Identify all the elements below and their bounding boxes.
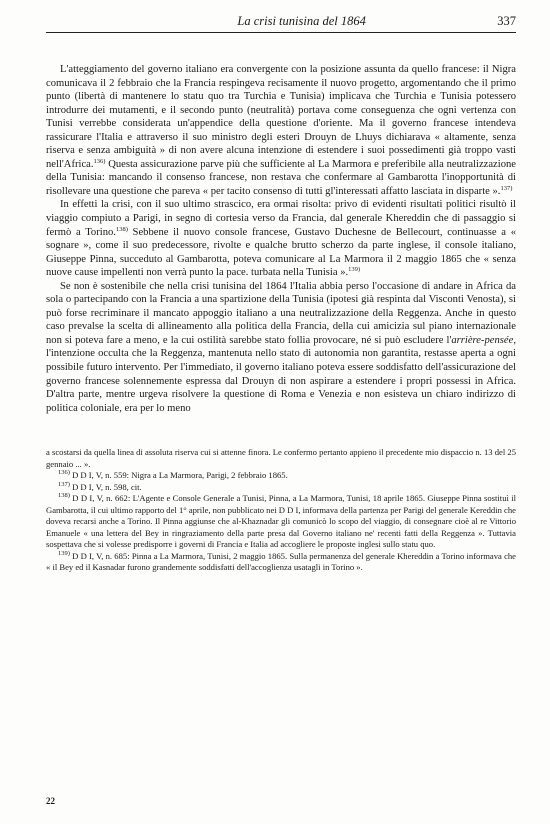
footnotes <box>46 447 516 574</box>
main-text <box>46 63 516 415</box>
paragraph-2-text-2: Sebbene il nuovo console francese, Gustavo Duchesne de Bellecourt, continuasse a « sognare », come il suo predecessore, rivolte e qualche brutto scherzo da parte inglese, il console italiano, Giuseppe Pinna, succeduto al Gambarotta, poteva comunicare al La Marmora il 2 maggio 1865 che « senza nuove cause impellenti non verrà punto la pace. turbata nella Tunisia ». <box>46 226 517 279</box>
footnote-text: D D I, V, n. 662: L'Agente e Console Generale a Tunisi, Pinna, a La Marmora, Tunisi, 18 aprile 1865. Giuseppe Pinna sostituì il Gambarotta, il cui ultimo rapporto del 1° aprile, non pubblicato nei D D I, informava della partenza per Parigi del generale Kereddin che doveva recarsi anche a Torino. Il Pinna aggiunse che al-Khaznadar gli comunicò lo scopo del viaggio, di consegnare cioè al re Vittorio Emanuele « una lettera del Bey in ringraziamento della parte presa dal Governo italiano ne' recenti fatti della Reggenza ». Tuttavia sospettava che si volesse predisporre i governi di Francia e Italia ad accogliere le proposte inglesi sullo statu quo. <box>46 493 516 550</box>
paragraph-1 <box>46 63 516 198</box>
footnote-137 <box>46 482 516 494</box>
footnote-number: 136) <box>58 469 70 477</box>
running-header <box>46 14 516 33</box>
footnote-ref-136: 136) <box>93 157 106 165</box>
page-number: 337 <box>497 14 516 28</box>
paragraph-2-text: In effetti la crisi, con il suo ultimo strascico, era ormai risolta: privo di evidenti risultati politici risultò il viaggio compiuto a Parigi, in segno di cortesia verso da Francia, dal generale Khereddin che di passaggio si fermò a Torino. <box>46 199 516 238</box>
footnote-number: 138) <box>58 492 70 500</box>
footnote-138 <box>46 493 516 551</box>
footnote-carryover: a scostarsi da quella linea di assoluta riserva cui si attenne finora. Le confermo pertanto appieno il precedente mio dispaccio n. 13 del 25 gennaio ... ». <box>46 447 516 469</box>
running-title: La crisi tunisina del 1864 <box>237 14 366 28</box>
paragraph-3-italic: arrière-pensée <box>451 334 514 346</box>
footnote-text: D D I, V, n. 685: Pinna a La Marmora, Tunisi, 2 maggio 1865. Sulla permanenza del generale Khereddin a Torino informava che « il Bey ed il Kasnadar furono grandemente soddisfatti dell'accoglienza usatagli in Torino ». <box>46 550 516 573</box>
footnote-text: D D I, V, n. 598, cit. <box>69 481 142 492</box>
footnote-number: 137) <box>58 480 70 488</box>
paragraph-3 <box>46 280 516 415</box>
footnote-139 <box>46 551 516 574</box>
footnote-ref-137: 137) <box>500 184 513 192</box>
footnote-ref-139: 139) <box>348 266 361 274</box>
footnote-number: 139) <box>58 549 70 557</box>
paragraph-3-text: Se non è sostenibile che nella crisi tunisina del 1864 l'Italia abbia perso l'occasione di andare in Africa da sola o partecipando con la Francia a una spartizione della Tunisia (ipotesi già respinta dal Visconti Venosta), si può forse recriminare il mancato appoggio italiano a una neutralizzazione della Reggenza. Anche in questo caso prevalse la scelta di allineamento alla politica della Francia, della cui amicizia sul piano internazionale non si poteva fare a meno, e la cui ostilità sarebbe stato follia provocare, né si può escludere l' <box>46 280 516 346</box>
paragraph-2 <box>46 198 516 279</box>
signature-mark: 22 <box>46 796 55 806</box>
page <box>46 14 516 574</box>
paragraph-1-text: L'atteggiamento del governo italiano era convergente con la posizione assunta da quello francese: il Nigra comunicava il 2 febbraio che la Francia respingeva recisamente il nuovo progetto, argomentando che il primo punto (libertà di mantenere lo statu quo tra Turchia e Tunisia) implicava che Turchia e Tunisia potessero introdurre dei mutamenti, e il secondo punto (neutralità) portava come conseguenza che ogni vertenza con Tunisi verrebbe considerata un'appendice della questione d'oriente. Ma il governo francese intendeva rassicurare l'Italia e attraverso il suo ministro degli esteri Drouyn de Lhuys dichiarava « altamente, senza riserva e senza ambiguità » di non avere alcuna intenzione di estendere i suoi possedimenti già troppo vasti nell'Africa. <box>46 64 516 170</box>
footnote-136 <box>46 470 516 482</box>
paragraph-1-text-2: Questa assicurazione parve più che sufficiente al La Marmora e preferibile alla neutralizzazione della Tunisia: mancando il consenso francese, non restava che confermare al Gambarotta l'inopportunità di risollevare una questione che pareva « per tacito consenso di tutti gl'interessati affatto lasciata in disparte ». <box>46 158 516 197</box>
footnote-ref-138: 138) <box>115 225 128 233</box>
footnote-text: D D I, V, n. 559: Nigra a La Marmora, Parigi, 2 febbraio 1865. <box>69 470 288 481</box>
paragraph-3-text-2: , l'intenzione occulta che la Reggenza, mantenuta nello stato di autonomia non garantita, restasse aperta a ogni possibile futuro intervento. Per l'immediato, il governo italiano poteva essere soddisfatto dell'assicurazione del governo francese solennemente espressa dal Drouyn di non aspirare a estendere i propri possessi in Africa. D'altra parte, mentre urgeva risolvere la questione di Roma e Venezia e non esisteva un chiaro indirizzo di politica coloniale, era per lo meno <box>46 334 516 414</box>
